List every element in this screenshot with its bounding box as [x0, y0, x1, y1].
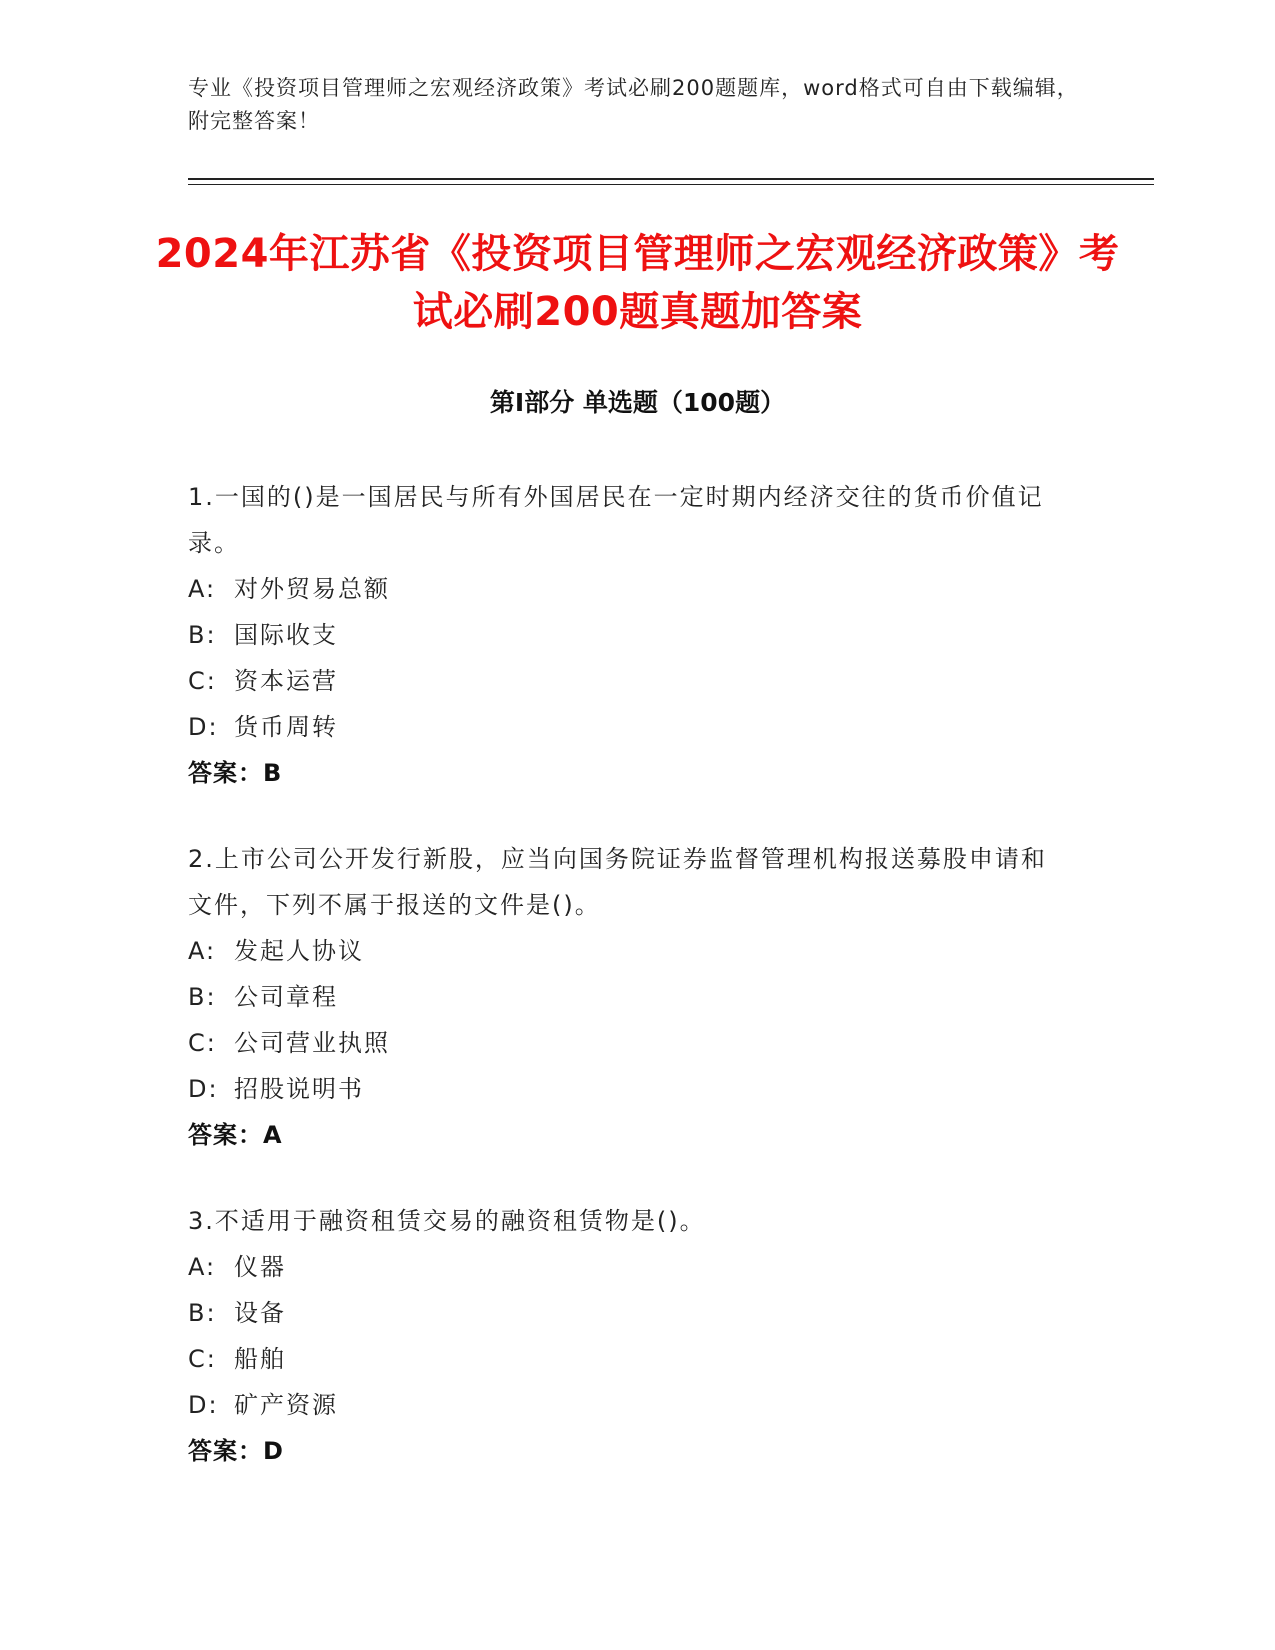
answer-line: 答案：D: [188, 1437, 284, 1465]
option-letter: B:: [188, 1299, 217, 1327]
option-text: 招股说明书: [234, 1075, 364, 1103]
option-letter: B:: [188, 983, 217, 1011]
option-letter: D:: [188, 1075, 219, 1103]
question-2: [188, 836, 1068, 1158]
option-a: [188, 566, 1068, 612]
option-letter: C:: [188, 1345, 217, 1373]
option-d: [188, 1066, 1068, 1112]
option-b: [188, 974, 1068, 1020]
question-stem: 2.上市公司公开发行新股，应当向国务院证券监督管理机构报送募股申请和文件，下列不属于报送的文件是()。: [188, 845, 1047, 919]
option-text: 资本运营: [234, 667, 338, 695]
option-letter: D:: [188, 1391, 219, 1419]
option-letter: A:: [188, 937, 217, 965]
option-letter: D:: [188, 713, 219, 741]
document-title: 2024年江苏省《投资项目管理师之宏观经济政策》考试必刷200题真题加答案: [155, 231, 1120, 335]
option-text: 矿产资源: [234, 1391, 338, 1419]
question-stem: 1.一国的()是一国居民与所有外国居民在一定时期内经济交往的货币价值记录。: [188, 483, 1044, 557]
option-text: 船舶: [234, 1345, 286, 1373]
option-letter: A:: [188, 1253, 217, 1281]
option-text: 公司营业执照: [234, 1029, 390, 1057]
option-letter: B:: [188, 621, 217, 649]
header-note: 专业《投资项目管理师之宏观经济政策》考试必刷200题题库，word格式可自由下载编辑，附完整答案！: [188, 76, 1079, 133]
question-1: [188, 474, 1068, 796]
option-text: 对外贸易总额: [234, 575, 390, 603]
option-text: 仪器: [234, 1253, 286, 1281]
option-b: [188, 1290, 1068, 1336]
option-text: 货币周转: [234, 713, 338, 741]
option-text: 发起人协议: [234, 937, 364, 965]
option-letter: C:: [188, 1029, 217, 1057]
option-text: 国际收支: [234, 621, 338, 649]
answer-line: 答案：A: [188, 1121, 283, 1149]
answer-line: 答案：B: [188, 759, 283, 787]
option-c: [188, 658, 1068, 704]
option-c: [188, 1336, 1068, 1382]
option-a: [188, 1244, 1068, 1290]
option-a: [188, 928, 1068, 974]
option-c: [188, 1020, 1068, 1066]
section-heading: 第I部分 单选题（100题）: [489, 388, 786, 417]
option-text: 设备: [234, 1299, 286, 1327]
option-text: 公司章程: [234, 983, 338, 1011]
header-rule-thick: [188, 178, 1154, 180]
option-letter: A:: [188, 575, 217, 603]
option-b: [188, 612, 1068, 658]
option-d: [188, 1382, 1068, 1428]
option-d: [188, 704, 1068, 750]
option-letter: C:: [188, 667, 217, 695]
question-3: [188, 1198, 1068, 1474]
question-stem: 3.不适用于融资租赁交易的融资租赁物是()。: [188, 1207, 706, 1235]
header-rule-thin: [188, 184, 1154, 185]
